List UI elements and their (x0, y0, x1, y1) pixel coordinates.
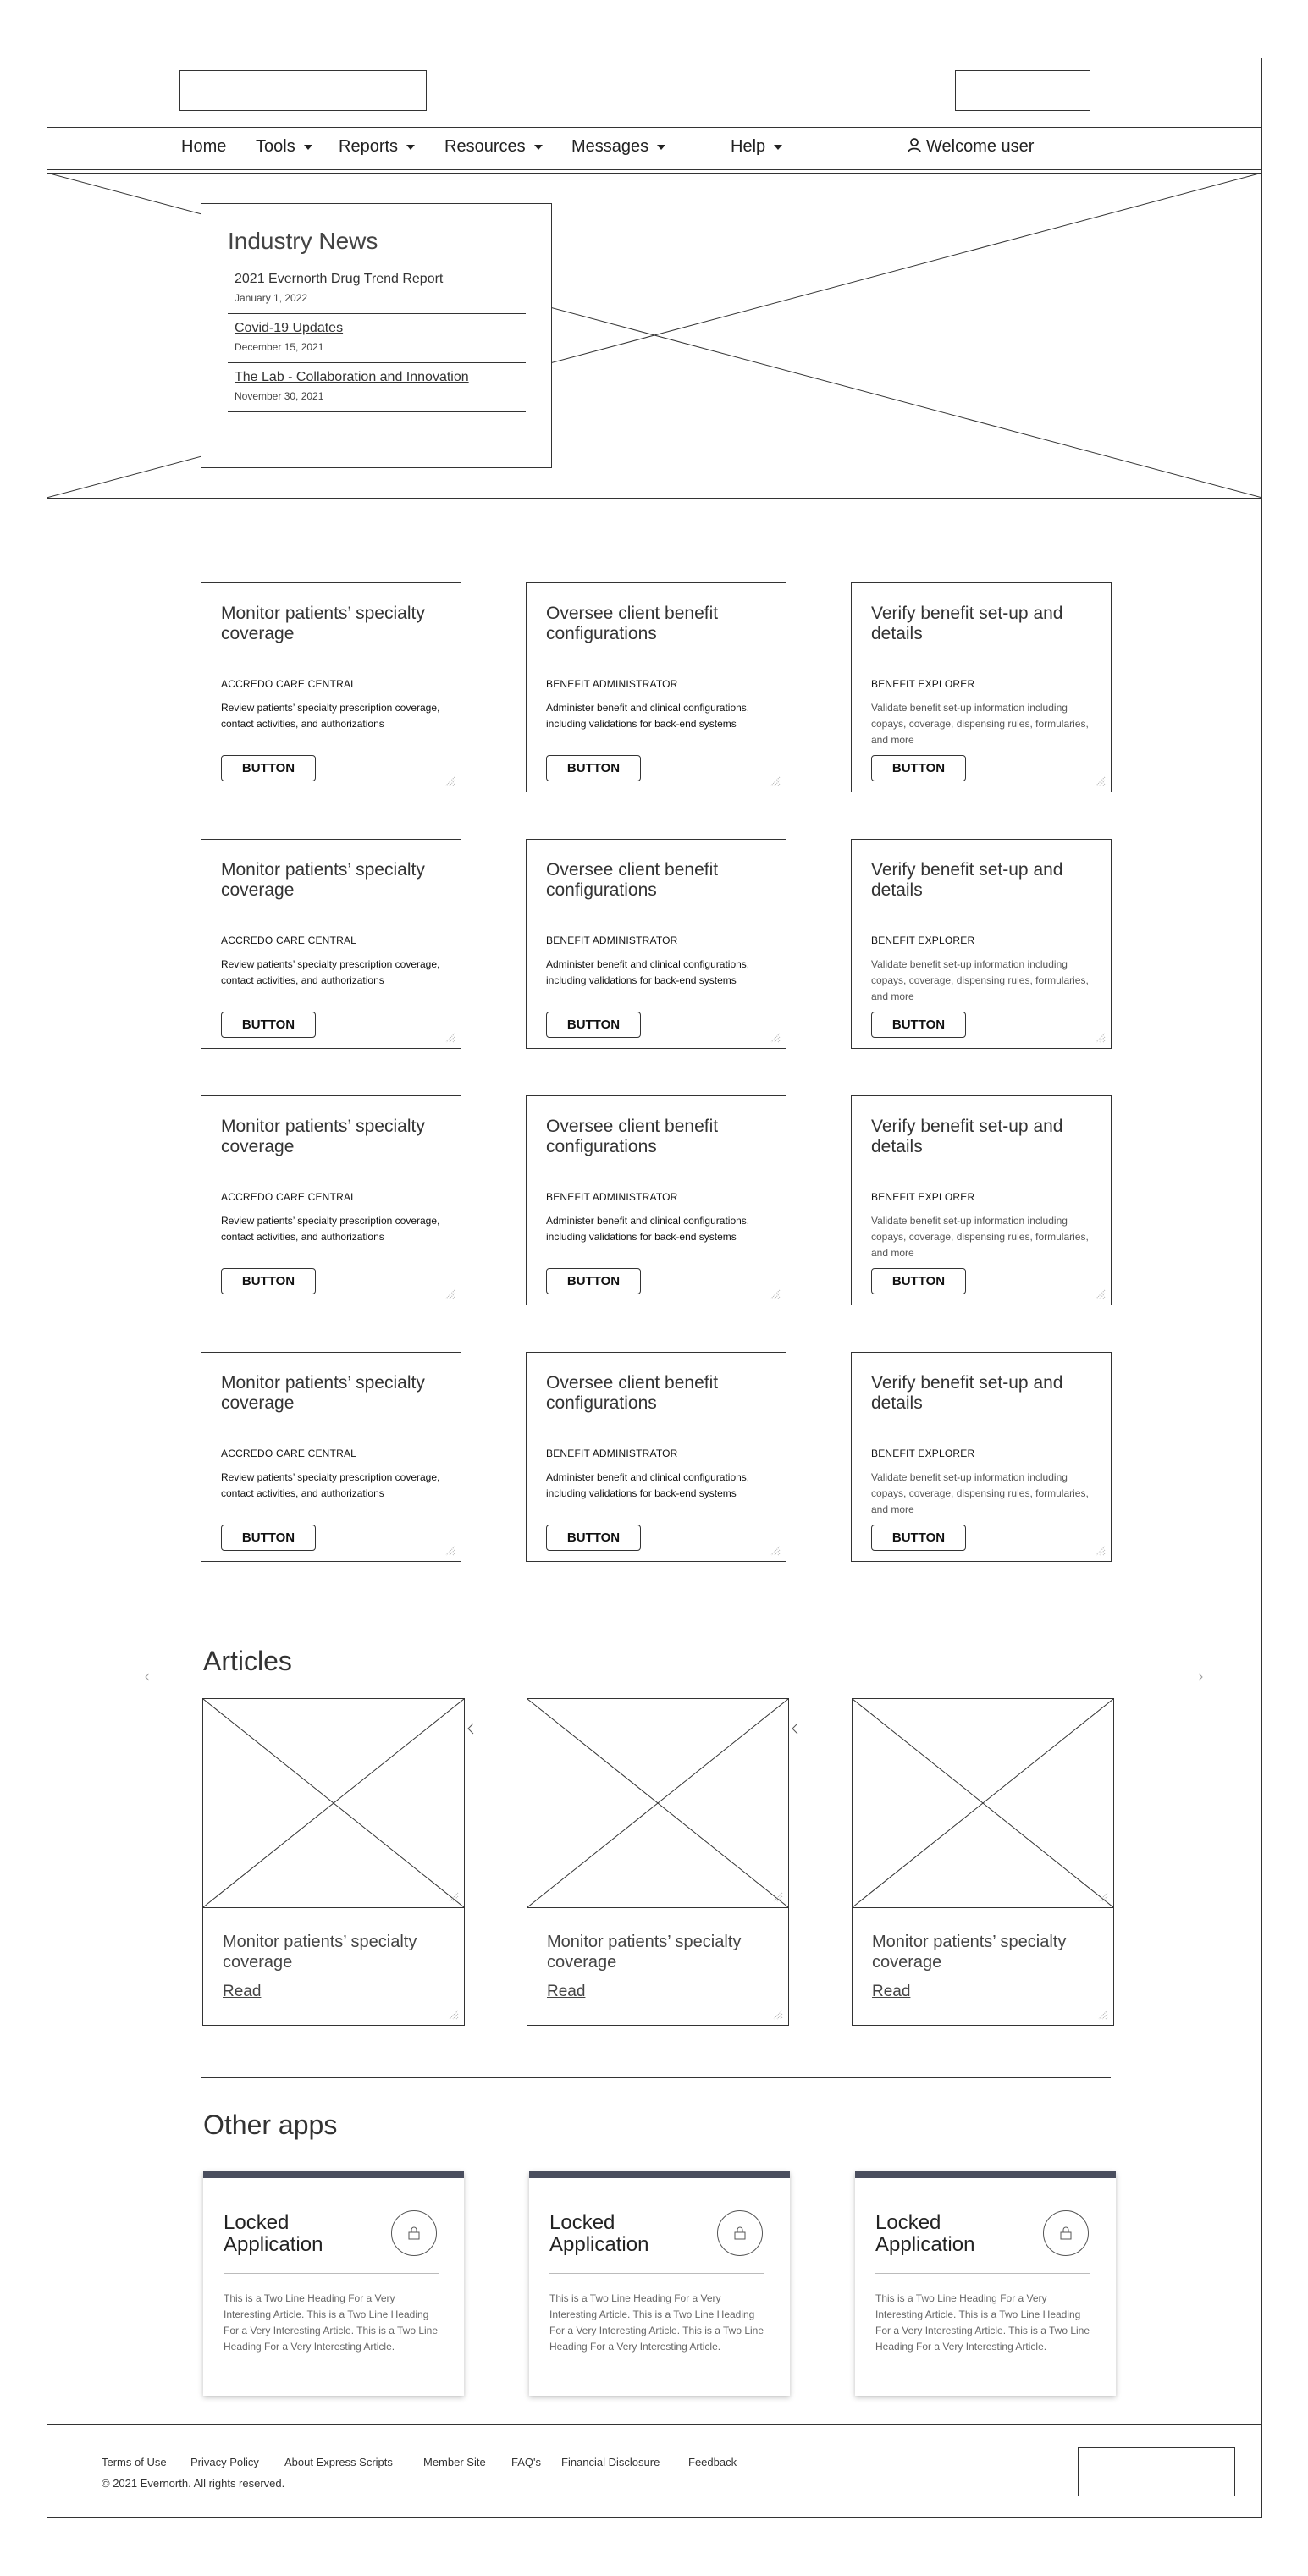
logo-placeholder[interactable] (179, 70, 427, 111)
tool-card-eyebrow: ACCREDO CARE CENTRAL (221, 1448, 357, 1459)
resize-handle-icon (1096, 1546, 1106, 1556)
tool-card (526, 839, 786, 1049)
tool-card-eyebrow: BENEFIT EXPLORER (871, 1191, 975, 1203)
article-read-link[interactable]: Read (872, 1983, 911, 2000)
article-card (527, 1907, 789, 2026)
articles-title: Articles (203, 1646, 292, 1676)
tool-card-description: Review patients’ specialty prescription coverage, contact activities, and authorizations (221, 1471, 440, 1499)
lock-icon (1043, 2210, 1089, 2256)
tool-card-title: Oversee client benefit configurations (546, 1373, 719, 1413)
resize-handle-icon (449, 1892, 459, 1902)
news-divider (228, 411, 526, 412)
resize-handle-icon (770, 776, 781, 786)
news-item-date: January 1, 2022 (235, 292, 308, 304)
tool-card-title: Oversee client benefit configurations (546, 604, 719, 643)
news-item (235, 370, 527, 402)
tool-card-description: Review patients’ specialty prescription coverage, contact activities, and authorizations (221, 1215, 440, 1243)
welcome-user[interactable]: Welcome user (908, 137, 1034, 157)
article-image-placeholder (202, 1698, 465, 1908)
resize-handle-icon (1096, 1289, 1106, 1299)
tool-card (851, 1352, 1112, 1562)
tool-card-title: Monitor patients’ specialty coverage (221, 1117, 425, 1156)
chevron-down-icon (657, 145, 665, 150)
tool-card-description: Review patients’ specialty prescription coverage, contact activities, and authorizations (221, 702, 440, 730)
tool-card-description: Administer benefit and clinical configurations, including validations for back-end systems (546, 958, 750, 986)
footer-link[interactable]: Member Site (423, 2456, 486, 2468)
tool-card-button[interactable]: BUTTON (221, 1012, 316, 1038)
tool-card-eyebrow: ACCREDO CARE CENTRAL (221, 935, 357, 946)
locked-app-description: This is a Two Line Heading For a Very Interesting Article. This is a Two Line Heading For a Very Interesting Article. This is a Two Line Heading For a Very Interesting Article. (549, 2292, 764, 2353)
article-read-link[interactable]: Read (547, 1983, 586, 2000)
news-divider (228, 313, 526, 314)
resize-handle-icon (773, 1892, 783, 1902)
tool-card-title: Monitor patients’ specialty coverage (221, 604, 425, 643)
tool-card (526, 1095, 786, 1305)
news-item-link[interactable]: 2021 Evernorth Drug Trend Report (235, 272, 444, 286)
resize-handle-icon (1096, 776, 1106, 786)
resize-handle-icon (770, 1289, 781, 1299)
locked-app-divider (549, 2273, 764, 2274)
locked-app-divider (875, 2273, 1090, 2274)
industry-news-panel (201, 203, 552, 468)
article-read-link[interactable]: Read (223, 1983, 262, 2000)
nav-tools[interactable]: Tools (256, 137, 312, 157)
chevron-right-icon[interactable] (1197, 1673, 1204, 1681)
news-item (235, 321, 527, 353)
resize-handle-icon (445, 1033, 455, 1043)
article-image-placeholder (527, 1698, 789, 1908)
tool-card (851, 582, 1112, 792)
tool-card-eyebrow: BENEFIT ADMINISTRATOR (546, 678, 678, 690)
tool-card (201, 1352, 461, 1562)
tool-card (851, 839, 1112, 1049)
tool-card-description: Review patients’ specialty prescription coverage, contact activities, and authorizations (221, 958, 440, 986)
locked-app-card[interactable] (855, 2171, 1116, 2396)
tool-card-button[interactable]: BUTTON (546, 1525, 641, 1551)
locked-app-title: Locked Application (549, 2211, 649, 2256)
resize-handle-icon (1098, 2010, 1108, 2020)
image-placeholder-icon (853, 1699, 1113, 1907)
resize-handle-icon (1098, 1892, 1108, 1902)
tool-card-eyebrow: BENEFIT EXPLORER (871, 935, 975, 946)
chevron-down-icon (406, 145, 415, 150)
tool-card (526, 1352, 786, 1562)
tool-card-title: Monitor patients’ specialty coverage (221, 860, 425, 900)
nav-resources[interactable]: Resources (444, 137, 543, 157)
tool-card-button[interactable]: BUTTON (546, 755, 641, 781)
article-title: Monitor patients’ specialty coverage (547, 1933, 742, 1972)
resize-handle-icon (770, 1033, 781, 1043)
news-item-link[interactable]: Covid-19 Updates (235, 321, 344, 335)
chevron-down-icon (774, 145, 782, 150)
news-item-link[interactable]: The Lab - Collaboration and Innovation (235, 370, 469, 384)
locked-app-title: Locked Application (224, 2211, 323, 2256)
tool-card-button[interactable]: BUTTON (546, 1268, 641, 1294)
tool-card-description: Administer benefit and clinical configurations, including validations for back-end systems (546, 702, 750, 730)
locked-app-title: Locked Application (875, 2211, 975, 2256)
tool-card-title: Verify benefit set-up and details (871, 604, 1063, 643)
resize-handle-icon (773, 2010, 783, 2020)
tool-card-button[interactable]: BUTTON (871, 1268, 966, 1294)
tool-card (851, 1095, 1112, 1305)
tool-card-description: Validate benefit set-up information including copays, coverage, dispensing rules, formularies, and more (871, 958, 1089, 1002)
tool-card-description: Validate benefit set-up information including copays, coverage, dispensing rules, formularies, and more (871, 702, 1089, 746)
tool-card-title: Monitor patients’ specialty coverage (221, 1373, 425, 1413)
tool-card-title: Verify benefit set-up and details (871, 860, 1063, 900)
footer-link[interactable]: FAQ's (511, 2456, 541, 2468)
nav-help[interactable]: Help (731, 137, 782, 157)
resize-handle-icon (445, 1546, 455, 1556)
locked-app-card[interactable] (529, 2171, 790, 2396)
nav-reports[interactable]: Reports (339, 137, 415, 157)
footer-link[interactable]: Financial Disclosure (561, 2456, 660, 2468)
locked-app-divider (224, 2273, 439, 2274)
tool-card-title: Verify benefit set-up and details (871, 1373, 1063, 1413)
header-action-placeholder[interactable] (955, 70, 1090, 111)
resize-handle-icon (1096, 1033, 1106, 1043)
tool-card (201, 1095, 461, 1305)
footer-logo-placeholder (1078, 2447, 1235, 2496)
chevron-down-icon (304, 145, 312, 150)
lock-icon (391, 2210, 437, 2256)
tool-card-eyebrow: BENEFIT EXPLORER (871, 678, 975, 690)
tool-card-eyebrow: BENEFIT EXPLORER (871, 1448, 975, 1459)
article-card (202, 1907, 465, 2026)
tool-card-eyebrow: ACCREDO CARE CENTRAL (221, 1191, 357, 1203)
resize-handle-icon (770, 1546, 781, 1556)
chevron-left-icon[interactable] (792, 1723, 798, 1735)
footer-link[interactable]: Privacy Policy (190, 2456, 259, 2468)
tool-card (201, 582, 461, 792)
image-placeholder-icon (203, 1699, 464, 1907)
nav-divider (47, 169, 1262, 170)
tool-card-button[interactable]: BUTTON (221, 755, 316, 781)
tool-card-title: Oversee client benefit configurations (546, 1117, 719, 1156)
locked-app-description: This is a Two Line Heading For a Very Interesting Article. This is a Two Line Heading For a Very Interesting Article. This is a Two Line Heading For a Very Interesting Article. (224, 2292, 439, 2353)
header-divider-2 (47, 127, 1262, 128)
tool-card-eyebrow: BENEFIT ADMINISTRATOR (546, 935, 678, 946)
news-item-date: December 15, 2021 (235, 341, 324, 353)
nav-home[interactable]: Home (181, 137, 227, 156)
tool-card-description: Validate benefit set-up information including copays, coverage, dispensing rules, formularies, and more (871, 1215, 1089, 1259)
user-icon (908, 138, 921, 153)
chevron-down-icon (534, 145, 543, 150)
tool-card-title: Oversee client benefit configurations (546, 860, 719, 900)
tool-card-description: Administer benefit and clinical configurations, including validations for back-end systems (546, 1471, 750, 1499)
image-placeholder-icon (527, 1699, 788, 1907)
article-title: Monitor patients’ specialty coverage (223, 1933, 417, 1972)
news-item (235, 272, 527, 304)
article-card (852, 1907, 1114, 2026)
other-apps-title: Other apps (203, 2110, 338, 2140)
tool-card-button[interactable]: BUTTON (871, 755, 966, 781)
nav-messages[interactable]: Messages (571, 137, 665, 157)
industry-news-title: Industry News (228, 228, 378, 254)
tool-card-button[interactable]: BUTTON (221, 1525, 316, 1551)
tool-card-description: Administer benefit and clinical configurations, including validations for back-end systems (546, 1215, 750, 1243)
lock-icon (717, 2210, 763, 2256)
article-title: Monitor patients’ specialty coverage (872, 1933, 1067, 1972)
tool-card-eyebrow: ACCREDO CARE CENTRAL (221, 678, 357, 690)
chevron-left-icon[interactable] (144, 1673, 151, 1681)
footer-link[interactable]: About Express Scripts (284, 2456, 393, 2468)
article-image-placeholder (852, 1698, 1114, 1908)
locked-app-card[interactable] (203, 2171, 464, 2396)
tool-card-button[interactable]: BUTTON (871, 1012, 966, 1038)
footer-link[interactable]: Terms of Use (102, 2456, 167, 2468)
tool-card-button[interactable]: BUTTON (871, 1525, 966, 1551)
tool-card-eyebrow: BENEFIT ADMINISTRATOR (546, 1191, 678, 1203)
tool-card-button[interactable]: BUTTON (546, 1012, 641, 1038)
footer-divider (47, 2424, 1262, 2425)
tool-card-description: Validate benefit set-up information including copays, coverage, dispensing rules, formularies, and more (871, 1471, 1089, 1515)
resize-handle-icon (449, 2010, 459, 2020)
resize-handle-icon (445, 776, 455, 786)
hero-bottom-border (47, 498, 1262, 499)
tool-card-button[interactable]: BUTTON (221, 1268, 316, 1294)
tool-card-title: Verify benefit set-up and details (871, 1117, 1063, 1156)
other-apps-divider (201, 2077, 1111, 2078)
tool-card-eyebrow: BENEFIT ADMINISTRATOR (546, 1448, 678, 1459)
footer-copyright: © 2021 Evernorth. All rights reserved. (102, 2477, 285, 2490)
resize-handle-icon (445, 1289, 455, 1299)
tool-card (201, 839, 461, 1049)
news-item-date: November 30, 2021 (235, 390, 324, 402)
footer-link[interactable]: Feedback (688, 2456, 737, 2468)
chevron-left-icon[interactable] (467, 1723, 474, 1735)
news-divider (228, 362, 526, 363)
tool-card (526, 582, 786, 792)
locked-app-description: This is a Two Line Heading For a Very Interesting Article. This is a Two Line Heading For a Very Interesting Article. This is a Two Line Heading For a Very Interesting Article. (875, 2292, 1090, 2353)
